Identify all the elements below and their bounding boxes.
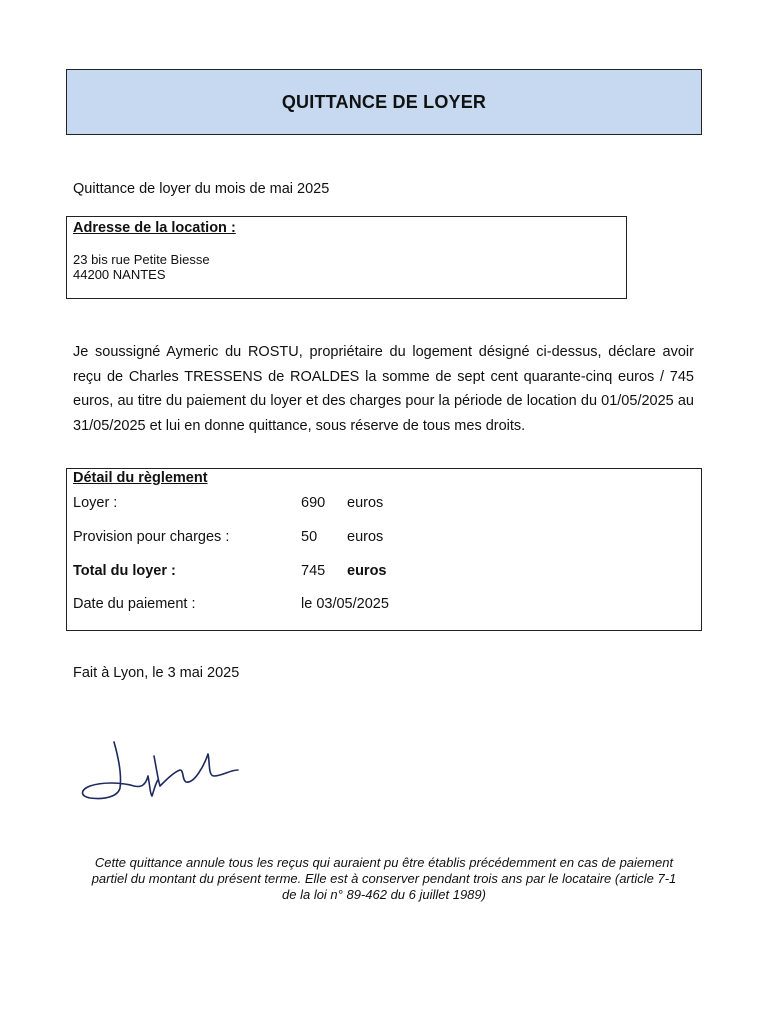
- total-amount: 745: [301, 563, 326, 579]
- rent-label: Loyer :: [73, 495, 118, 511]
- charges-unit: euros: [347, 529, 384, 545]
- rent-amount: 690: [301, 495, 326, 511]
- declaration-paragraph: Je soussigné Aymeric du ROSTU, propriétaire du logement désigné ci-dessus, déclare avoir reçu de Charles TRESSENS de ROALDES la somme de sept cent quarante-cinq euros / 745 euros, au titre du paiement du loyer et des charges pour la période de location du 01/05/2025 au 31/05/2025 et lui en donne quittance, sous réserve de tous mes droits.: [73, 344, 694, 434]
- address-heading: Adresse de la location :: [73, 220, 236, 236]
- total-label: Total du loyer :: [73, 563, 176, 579]
- address-street: 23 bis rue Petite Biesse: [73, 252, 210, 267]
- month-line: Quittance de loyer du mois de mai 2025: [73, 181, 330, 197]
- payment-date-label: Date du paiement :: [73, 596, 196, 612]
- total-unit: euros: [347, 563, 387, 579]
- handwritten-signature: [76, 736, 246, 806]
- signature-stroke: [83, 742, 239, 799]
- legal-footnote: Cette quittance annule tous les reçus qui auraient pu être établis précédemment en cas de paiement partiel du montant du présent terme. Elle est à conserver pendant trois ans par le locataire (article 7-1 de la loi n° 89-462 du 6 juillet 1989): [91, 855, 677, 902]
- address-box: [66, 216, 627, 299]
- document-title: QUITTANCE DE LOYER: [281, 91, 487, 112]
- rent-unit: euros: [347, 495, 384, 511]
- title-banner: [66, 69, 702, 135]
- place-and-date: Fait à Lyon, le 3 mai 2025: [73, 665, 240, 681]
- payment-date-value: le 03/05/2025: [301, 596, 389, 612]
- payment-heading: Détail du règlement: [73, 470, 208, 486]
- address-city: 44200 NANTES: [73, 267, 166, 282]
- payment-detail-box: [66, 468, 702, 631]
- charges-label: Provision pour charges :: [73, 529, 230, 545]
- charges-amount: 50: [301, 529, 318, 545]
